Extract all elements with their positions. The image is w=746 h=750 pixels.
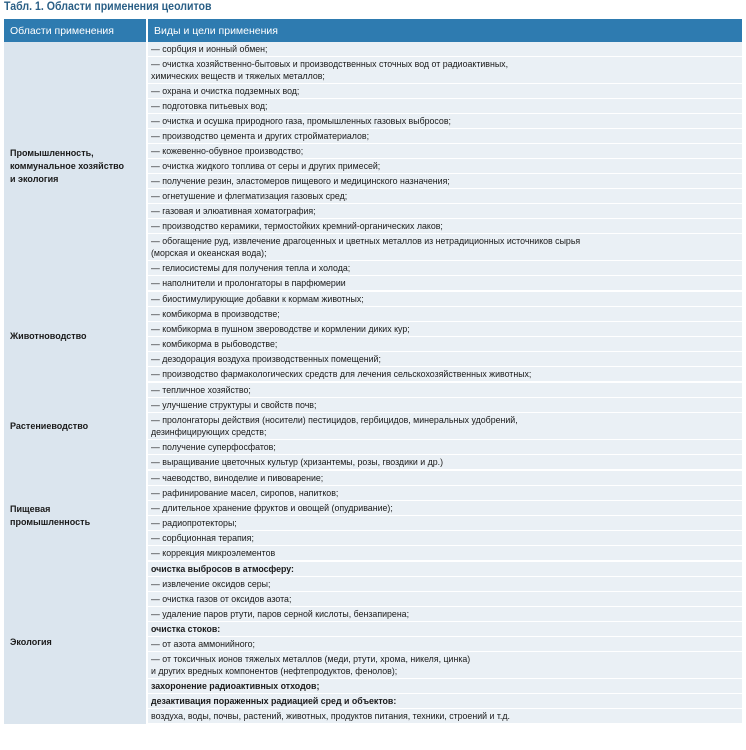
category-label: Пищевая промышленность xyxy=(10,503,91,528)
category-cell xyxy=(4,470,147,561)
application-item: — коррекция микроэлементов xyxy=(151,547,276,558)
application-item-cell xyxy=(147,114,742,129)
application-item-cell xyxy=(147,382,742,398)
application-item: — комбикорма в производстве; xyxy=(151,308,280,319)
subsection-heading: очистка выбросов в атмосферу: xyxy=(151,563,294,574)
application-item: — дезодорация воздуха производственных помещений; xyxy=(151,353,381,364)
subsection-heading-cell xyxy=(147,679,742,694)
table-row xyxy=(4,42,742,57)
application-item: — очистка хозяйственно-бытовых и производственных сточных вод от радиоактивных, химических веществ и тяжелых металлов; xyxy=(151,58,509,81)
application-item: — производство фармакологических средств для лечения сельскохозяйственных животных; xyxy=(151,368,532,379)
application-item: — наполнители и пролонгаторы в парфюмерии xyxy=(151,277,346,288)
application-item: — выращивание цветочных культур (хризантемы, розы, гвоздики и др.) xyxy=(151,456,444,467)
application-item-cell xyxy=(147,607,742,622)
subsection-heading-cell xyxy=(147,561,742,577)
category-label: Растениеводство xyxy=(10,420,89,432)
application-item-cell xyxy=(147,204,742,219)
application-item-cell xyxy=(147,219,742,234)
application-item-cell xyxy=(147,84,742,99)
application-item-cell xyxy=(147,486,742,501)
application-item: — охрана и очистка подземных вод; xyxy=(151,85,300,96)
application-item: — огнетушение и флегматизация газовых сред; xyxy=(151,190,348,201)
application-item: — радиопротекторы; xyxy=(151,517,237,528)
application-item-cell xyxy=(147,307,742,322)
zeolite-applications-table xyxy=(4,19,742,725)
application-item: — комбикорма в рыбоводстве; xyxy=(151,338,278,349)
application-item: воздуха, воды, почвы, растений, животных, продуктов питания, техники, строений и т.д. xyxy=(151,710,510,721)
application-item-cell xyxy=(147,546,742,562)
application-item: — очистка жидкого топлива от серы и других примесей; xyxy=(151,160,381,171)
application-item: — длительное хранение фруктов и овощей (опудривание); xyxy=(151,502,393,513)
application-item: — производство керамики, термостойких кремний-органических лаков; xyxy=(151,220,443,231)
application-item: — получение суперфосфатов; xyxy=(151,441,276,452)
application-item: — газовая и элюативная хоматография; xyxy=(151,205,316,216)
application-item-cell xyxy=(147,652,742,679)
category-label: Промышленность, коммунальное хозяйство и экология xyxy=(10,148,125,185)
application-item: — очистка газов от оксидов азота; xyxy=(151,593,292,604)
application-item: — рафинирование масел, сиропов, напитков; xyxy=(151,487,339,498)
application-item-cell xyxy=(147,398,742,413)
application-item-cell xyxy=(147,234,742,261)
application-item-cell xyxy=(147,531,742,546)
table-row xyxy=(4,470,742,486)
table-row xyxy=(4,561,742,577)
application-item-cell xyxy=(147,57,742,84)
table-body xyxy=(4,42,742,724)
application-item: — получение резин, эластомеров пищевого и медицинского назначения; xyxy=(151,175,450,186)
subsection-heading-cell xyxy=(147,694,742,709)
category-cell xyxy=(4,382,147,470)
header-application-areas: Области применения xyxy=(4,19,147,42)
subsection-heading: очистка стоков: xyxy=(151,623,221,634)
application-item-cell xyxy=(147,352,742,367)
table-row xyxy=(4,291,742,307)
category-cell xyxy=(4,561,147,724)
application-item: — сорбционная терапия; xyxy=(151,532,254,543)
application-item-cell xyxy=(147,42,742,57)
category-cell xyxy=(4,291,147,382)
application-item-cell xyxy=(147,516,742,531)
application-item: — кожевенно-обувное производство; xyxy=(151,145,304,156)
application-item: — подготовка питьевых вод; xyxy=(151,100,268,111)
application-item-cell xyxy=(147,276,742,292)
table-caption: Табл. 1. Области применения цеолитов xyxy=(4,1,212,13)
application-item: — гелиосистемы для получения тепла и холода; xyxy=(151,262,351,273)
application-item-cell xyxy=(147,322,742,337)
application-item-cell xyxy=(147,455,742,471)
application-item: — от токсичных ионов тяжелых металлов (меди, ртути, хрома, никеля, цинка) и других вредных компонентов (нефтепродуктов, фенолов); xyxy=(151,653,471,676)
application-item: — обогащение руд, извлечение драгоценных и цветных металлов из нетрадиционных источников сырья (морская и океанская вода); xyxy=(151,235,581,258)
table-row xyxy=(4,382,742,398)
application-item-cell xyxy=(147,159,742,174)
application-item-cell xyxy=(147,174,742,189)
application-item-cell xyxy=(147,501,742,516)
application-item-cell xyxy=(147,337,742,352)
application-item-cell xyxy=(147,129,742,144)
application-item-cell xyxy=(147,592,742,607)
subsection-heading-cell xyxy=(147,622,742,637)
application-item-cell xyxy=(147,577,742,592)
application-item-cell xyxy=(147,189,742,204)
application-item-cell xyxy=(147,470,742,486)
table-header-row xyxy=(4,19,742,42)
application-item: — биостимулирующие добавки к кормам животных; xyxy=(151,293,364,304)
application-item: — производство цемента и других стройматериалов; xyxy=(151,130,370,141)
application-item: — извлечение оксидов серы; xyxy=(151,578,271,589)
application-item-cell xyxy=(147,637,742,652)
application-item: — пролонгаторы действия (носители) пестицидов, гербицидов, минеральных удобрений, дезинфицирующих средств; xyxy=(151,414,518,437)
category-label: Экология xyxy=(10,637,52,648)
header-application-types: Виды и цели применения xyxy=(147,19,742,42)
category-label: Животноводство xyxy=(10,331,87,342)
application-item-cell xyxy=(147,144,742,159)
application-item: — сорбция и ионный обмен; xyxy=(151,43,268,54)
application-item: — чаеводство, виноделие и пивоварение; xyxy=(151,472,324,483)
application-item-cell xyxy=(147,261,742,276)
application-item-cell xyxy=(147,367,742,383)
subsection-heading: захоронение радиоактивных отходов; xyxy=(151,680,320,691)
application-item-cell xyxy=(147,291,742,307)
subsection-heading: дезактивация пораженных радиацией сред и объектов: xyxy=(151,695,397,706)
application-item-cell xyxy=(147,440,742,455)
category-cell xyxy=(4,42,147,291)
application-item-cell xyxy=(147,99,742,114)
application-item: — улучшение структуры и свойств почв; xyxy=(151,399,317,410)
application-item: — тепличное хозяйство; xyxy=(151,384,251,395)
application-item: — удаление паров ртути, паров серной кислоты, бензапирена; xyxy=(151,608,410,619)
application-item: — от азота аммонийного; xyxy=(151,638,255,649)
application-item: — комбикорма в пушном звероводстве и кормлении диких кур; xyxy=(151,323,410,334)
application-item-cell xyxy=(147,709,742,725)
application-item-cell xyxy=(147,413,742,440)
application-item: — очистка и осушка природного газа, промышленных газовых выбросов; xyxy=(151,115,451,126)
